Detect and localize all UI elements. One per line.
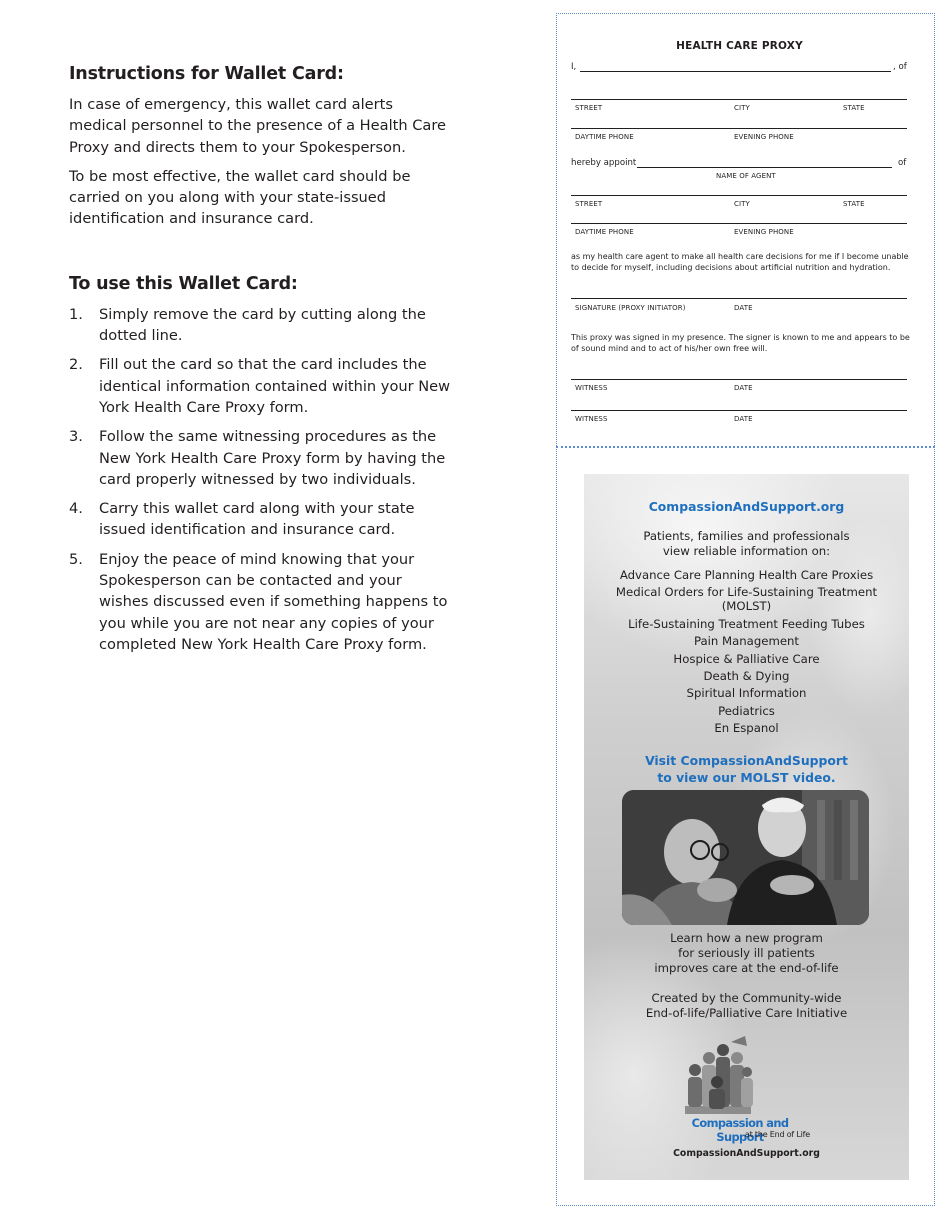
photo-illustration [622, 790, 869, 925]
witness-statement: This proxy was signed in my presence. The signer is known to me and appears to be of sound mind and to act of his/her own free will. [571, 333, 910, 353]
step-text: Fill out the card so that the card includes the identical information contained within your New York Health Care Proxy form. [99, 356, 451, 416]
topic-item: Pain Management [693, 634, 800, 649]
principal-name-line[interactable] [580, 71, 891, 72]
step-number: 3. [69, 428, 83, 446]
daytime-phone-label: DAYTIME PHONE [575, 228, 634, 236]
topic-item: Medical Orders for Life-Sustaining Treatment (MOLST) [615, 585, 878, 614]
logo-tagline: at the End of Life [744, 1130, 810, 1139]
date-label: DATE [734, 415, 753, 423]
i-prefix: I, [571, 62, 577, 72]
city-label: CITY [734, 104, 750, 112]
instructions-column [69, 64, 454, 663]
of-text: of [898, 158, 907, 168]
usage-step [69, 304, 454, 347]
evening-phone-label: EVENING PHONE [734, 133, 794, 141]
topic-list [604, 568, 889, 739]
state-label: STATE [843, 200, 865, 208]
visit-line: to view our MOLST video. [657, 769, 836, 785]
step-number: 4. [69, 500, 83, 518]
elderly-men-photo [622, 790, 869, 925]
street-label: STREET [575, 200, 603, 208]
name-of-agent-label: NAME OF AGENT [716, 172, 776, 180]
topic-item: Pediatrics [718, 703, 775, 718]
step-number: 1. [69, 305, 83, 323]
intro-line: Patients, families and professionals [643, 529, 850, 543]
logo-name: Compassion and Support [691, 1116, 789, 1144]
usage-steps [69, 304, 454, 655]
usage-heading: To use this Wallet Card: [69, 273, 298, 294]
state-label: STATE [843, 104, 865, 112]
date-label: DATE [734, 304, 753, 312]
promo-panel [584, 474, 909, 1180]
logo-url[interactable]: CompassionAndSupport.org [673, 1148, 820, 1159]
learn-line: improves care at the end-of-life [654, 961, 839, 975]
topic-item: Spiritual Information [686, 686, 807, 701]
created-line: Created by the Community-wide [651, 991, 842, 1005]
street-label: STREET [575, 104, 603, 112]
site-link[interactable]: CompassionAndSupport.org [648, 499, 845, 514]
evening-phone-label: EVENING PHONE [734, 228, 794, 236]
witness-line[interactable] [571, 379, 907, 380]
date-label: DATE [734, 384, 753, 392]
usage-step [69, 354, 454, 418]
step-text: Simply remove the card by cutting along the dotted line. [99, 305, 426, 345]
instructions-heading: Instructions for Wallet Card: [69, 64, 344, 84]
topic-item: Hospice & Palliative Care [673, 651, 820, 666]
usage-step [69, 549, 454, 655]
instructions-paragraph: To be most effective, the wallet card should be carried on you along with your state-issued identification and insurance card. [69, 167, 411, 228]
topic-item: Death & Dying [703, 668, 790, 683]
topic-item: En Espanol [714, 721, 779, 736]
visit-link[interactable] [584, 753, 909, 786]
cut-line[interactable] [556, 446, 935, 448]
signature-label: SIGNATURE (PROXY INITIATOR) [575, 304, 686, 312]
step-text: Follow the same witnessing procedures as the New York Health Care Proxy form by having the card properly witnessed by two individuals. [99, 428, 446, 488]
topic-item: Life-Sustaining Treatment Feeding Tubes [628, 616, 865, 631]
learn-line: Learn how a new program [670, 931, 823, 945]
people-group-logo-icon [679, 1036, 759, 1116]
card-title: HEALTH CARE PROXY [676, 40, 803, 52]
usage-step [69, 426, 454, 490]
address-line[interactable] [571, 99, 907, 100]
hereby-appoint-text: hereby appoint [571, 158, 637, 168]
phone-line[interactable] [571, 128, 907, 129]
learn-line: for seriously ill patients [678, 946, 815, 960]
agent-name-line[interactable] [637, 167, 892, 168]
step-text: Enjoy the peace of mind knowing that your Spokesperson can be contacted and your wishes discussed even if something happens to you while you are not near any copies of your completed New York Health Care Proxy form. [99, 550, 448, 653]
witness-line[interactable] [571, 410, 907, 411]
agent-address-line[interactable] [571, 195, 907, 196]
visit-line: Visit CompassionAndSupport [645, 753, 848, 768]
of-suffix: , of [893, 62, 907, 72]
agent-phone-line[interactable] [571, 223, 907, 224]
usage-step [69, 498, 454, 541]
instructions-paragraph: In case of emergency, this wallet card alerts medical personnel to the presence of a Health Care Proxy and directs them to your Spokesperson. [69, 96, 447, 156]
learn-text [584, 931, 909, 976]
topic-item: Advance Care Planning Health Care Proxies [619, 568, 874, 582]
created-line: End-of-life/Palliative Care Initiative [645, 1006, 848, 1020]
promo-intro [584, 529, 909, 559]
created-text [584, 991, 909, 1021]
step-number: 2. [69, 356, 83, 374]
city-label: CITY [734, 200, 750, 208]
agent-statement: as my health care agent to make all health care decisions for me if I become unable to decide for myself, including decisions about artificial nutrition and hydration. [571, 252, 909, 272]
step-text: Carry this wallet card along with your state issued identification and insurance card. [99, 500, 415, 539]
witness-label: WITNESS [575, 384, 608, 392]
step-number: 5. [69, 550, 83, 568]
intro-line: view reliable information on: [662, 544, 831, 558]
witness-label: WITNESS [575, 415, 608, 423]
daytime-phone-label: DAYTIME PHONE [575, 133, 634, 141]
signature-line[interactable] [571, 298, 907, 299]
